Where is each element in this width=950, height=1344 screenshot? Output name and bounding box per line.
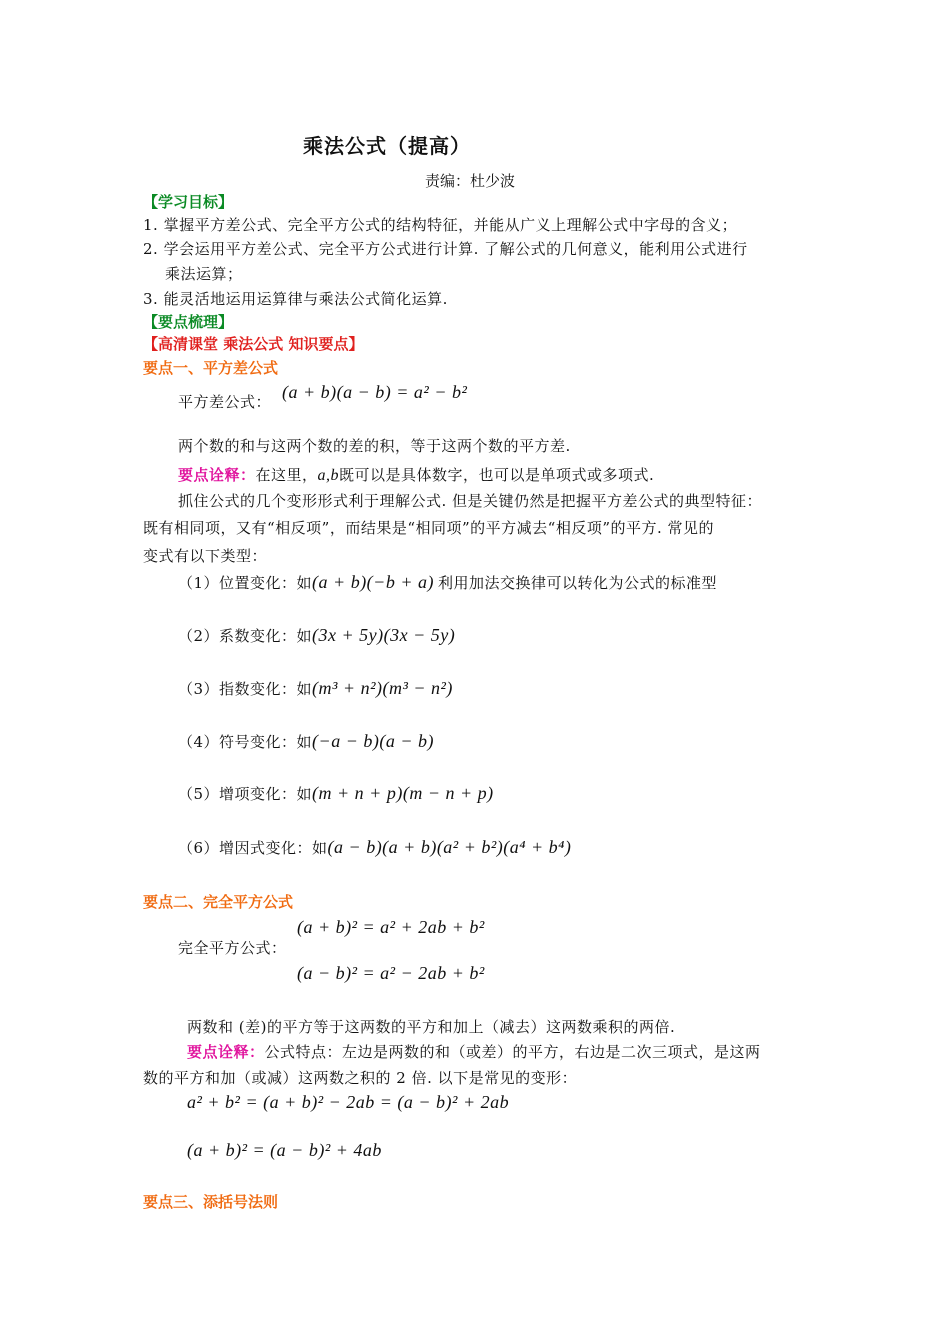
page-title: 乘法公式（提高）: [303, 134, 471, 158]
note-post: 既可以是具体数字，也可以是单项式或多项式.: [339, 466, 655, 484]
point1-para-line3: 变式有以下类型：: [143, 547, 268, 565]
goals-header: 【学习目标】: [143, 193, 234, 211]
point2-note-line1: [187, 1041, 761, 1062]
point1-formula-label: 平方差公式：: [178, 393, 272, 411]
point2-formula-label: 完全平方公式：: [178, 939, 287, 957]
variant-suffix: 利用加法交换律可以转化为公式的标准型: [437, 574, 717, 592]
goal-item-2-cont: 乘法运算；: [165, 265, 243, 283]
point2-desc: 两数和 (差)的平方等于这两数的平方和加上（减去）这两数乘积的两倍.: [187, 1018, 676, 1036]
point1-formula: (a + b)(a − b) = a² − b²: [282, 382, 468, 402]
note-text: 公式特点：左边是两数的和（或差）的平方，右边是二次三项式，是这两: [264, 1043, 761, 1061]
point2-header: 要点二、完全平方公式: [143, 893, 294, 911]
variant-1: [178, 572, 717, 593]
key-points-header: 【要点梳理】: [143, 313, 234, 331]
variant-5: [178, 783, 494, 804]
point2-note-line2: 数的平方和加（或减）这两数之积的 2 倍. 以下是常见的变形：: [143, 1069, 578, 1087]
variant-label: （3）指数变化：如: [178, 680, 313, 698]
variant-math: (3x + 5y)(3x − 5y): [312, 625, 456, 645]
video-header: 【高清课堂 乘法公式 知识要点】: [143, 335, 364, 353]
variant-label: （2）系数变化：如: [178, 627, 313, 645]
note-label: 要点诠释：: [178, 466, 256, 484]
note-math: a,b: [317, 467, 340, 484]
point1-para-line2: 既有相同项，又有“相反项”，而结果是“相同项”的平方减去“相反项”的平方. 常见的: [143, 519, 715, 537]
point1-header: 要点一、平方差公式: [143, 359, 279, 377]
variant-4: [178, 731, 434, 752]
point2-formula1: (a + b)² = a² + 2ab + b²: [297, 917, 485, 937]
point1-note: [178, 464, 654, 485]
variant-math: (a − b)(a + b)(a² + b²)(a⁴ + b⁴): [327, 837, 572, 857]
author-line: 责编：杜少波: [425, 172, 516, 190]
goal-item-3: 3. 能灵活地运用运算律与乘法公式简化运算.: [143, 290, 448, 308]
variant-label: （6）增因式变化：如: [178, 839, 328, 857]
point2-formula2: (a − b)² = a² − 2ab + b²: [297, 963, 485, 983]
variant-math: (m³ + n²)(m³ − n²): [312, 678, 453, 698]
variant-6: [178, 837, 571, 858]
variant-label: （1）位置变化：如: [178, 574, 313, 592]
variant-math: (−a − b)(a − b): [312, 731, 434, 751]
point2-identity2: (a + b)² = (a − b)² + 4ab: [187, 1140, 382, 1160]
variant-math: (a + b)(−b + a): [312, 572, 434, 592]
point1-desc: 两个数的和与这两个数的差的积，等于这两个数的平方差.: [178, 437, 571, 455]
point2-identity1: a² + b² = (a + b)² − 2ab = (a − b)² + 2ab: [187, 1092, 510, 1112]
note-pre: 在这里，: [255, 466, 318, 484]
variant-math: (m + n + p)(m − n + p): [312, 783, 494, 803]
goal-item-1: 1. 掌握平方差公式、完全平方公式的结构特征，并能从广义上理解公式中字母的含义；: [143, 216, 738, 234]
point3-header: 要点三、添括号法则: [143, 1193, 279, 1211]
variant-label: （4）符号变化：如: [178, 733, 313, 751]
note-label: 要点诠释：: [187, 1043, 265, 1061]
variant-2: [178, 625, 455, 646]
variant-label: （5）增项变化：如: [178, 785, 313, 803]
variant-3: [178, 678, 453, 699]
point1-para-line1: 抓住公式的几个变形形式利于理解公式. 但是关键仍然是把握平方差公式的典型特征：: [178, 492, 763, 510]
goal-item-2: 2. 学会运用平方差公式、完全平方公式进行计算. 了解公式的几何意义，能利用公式进行: [143, 240, 748, 258]
